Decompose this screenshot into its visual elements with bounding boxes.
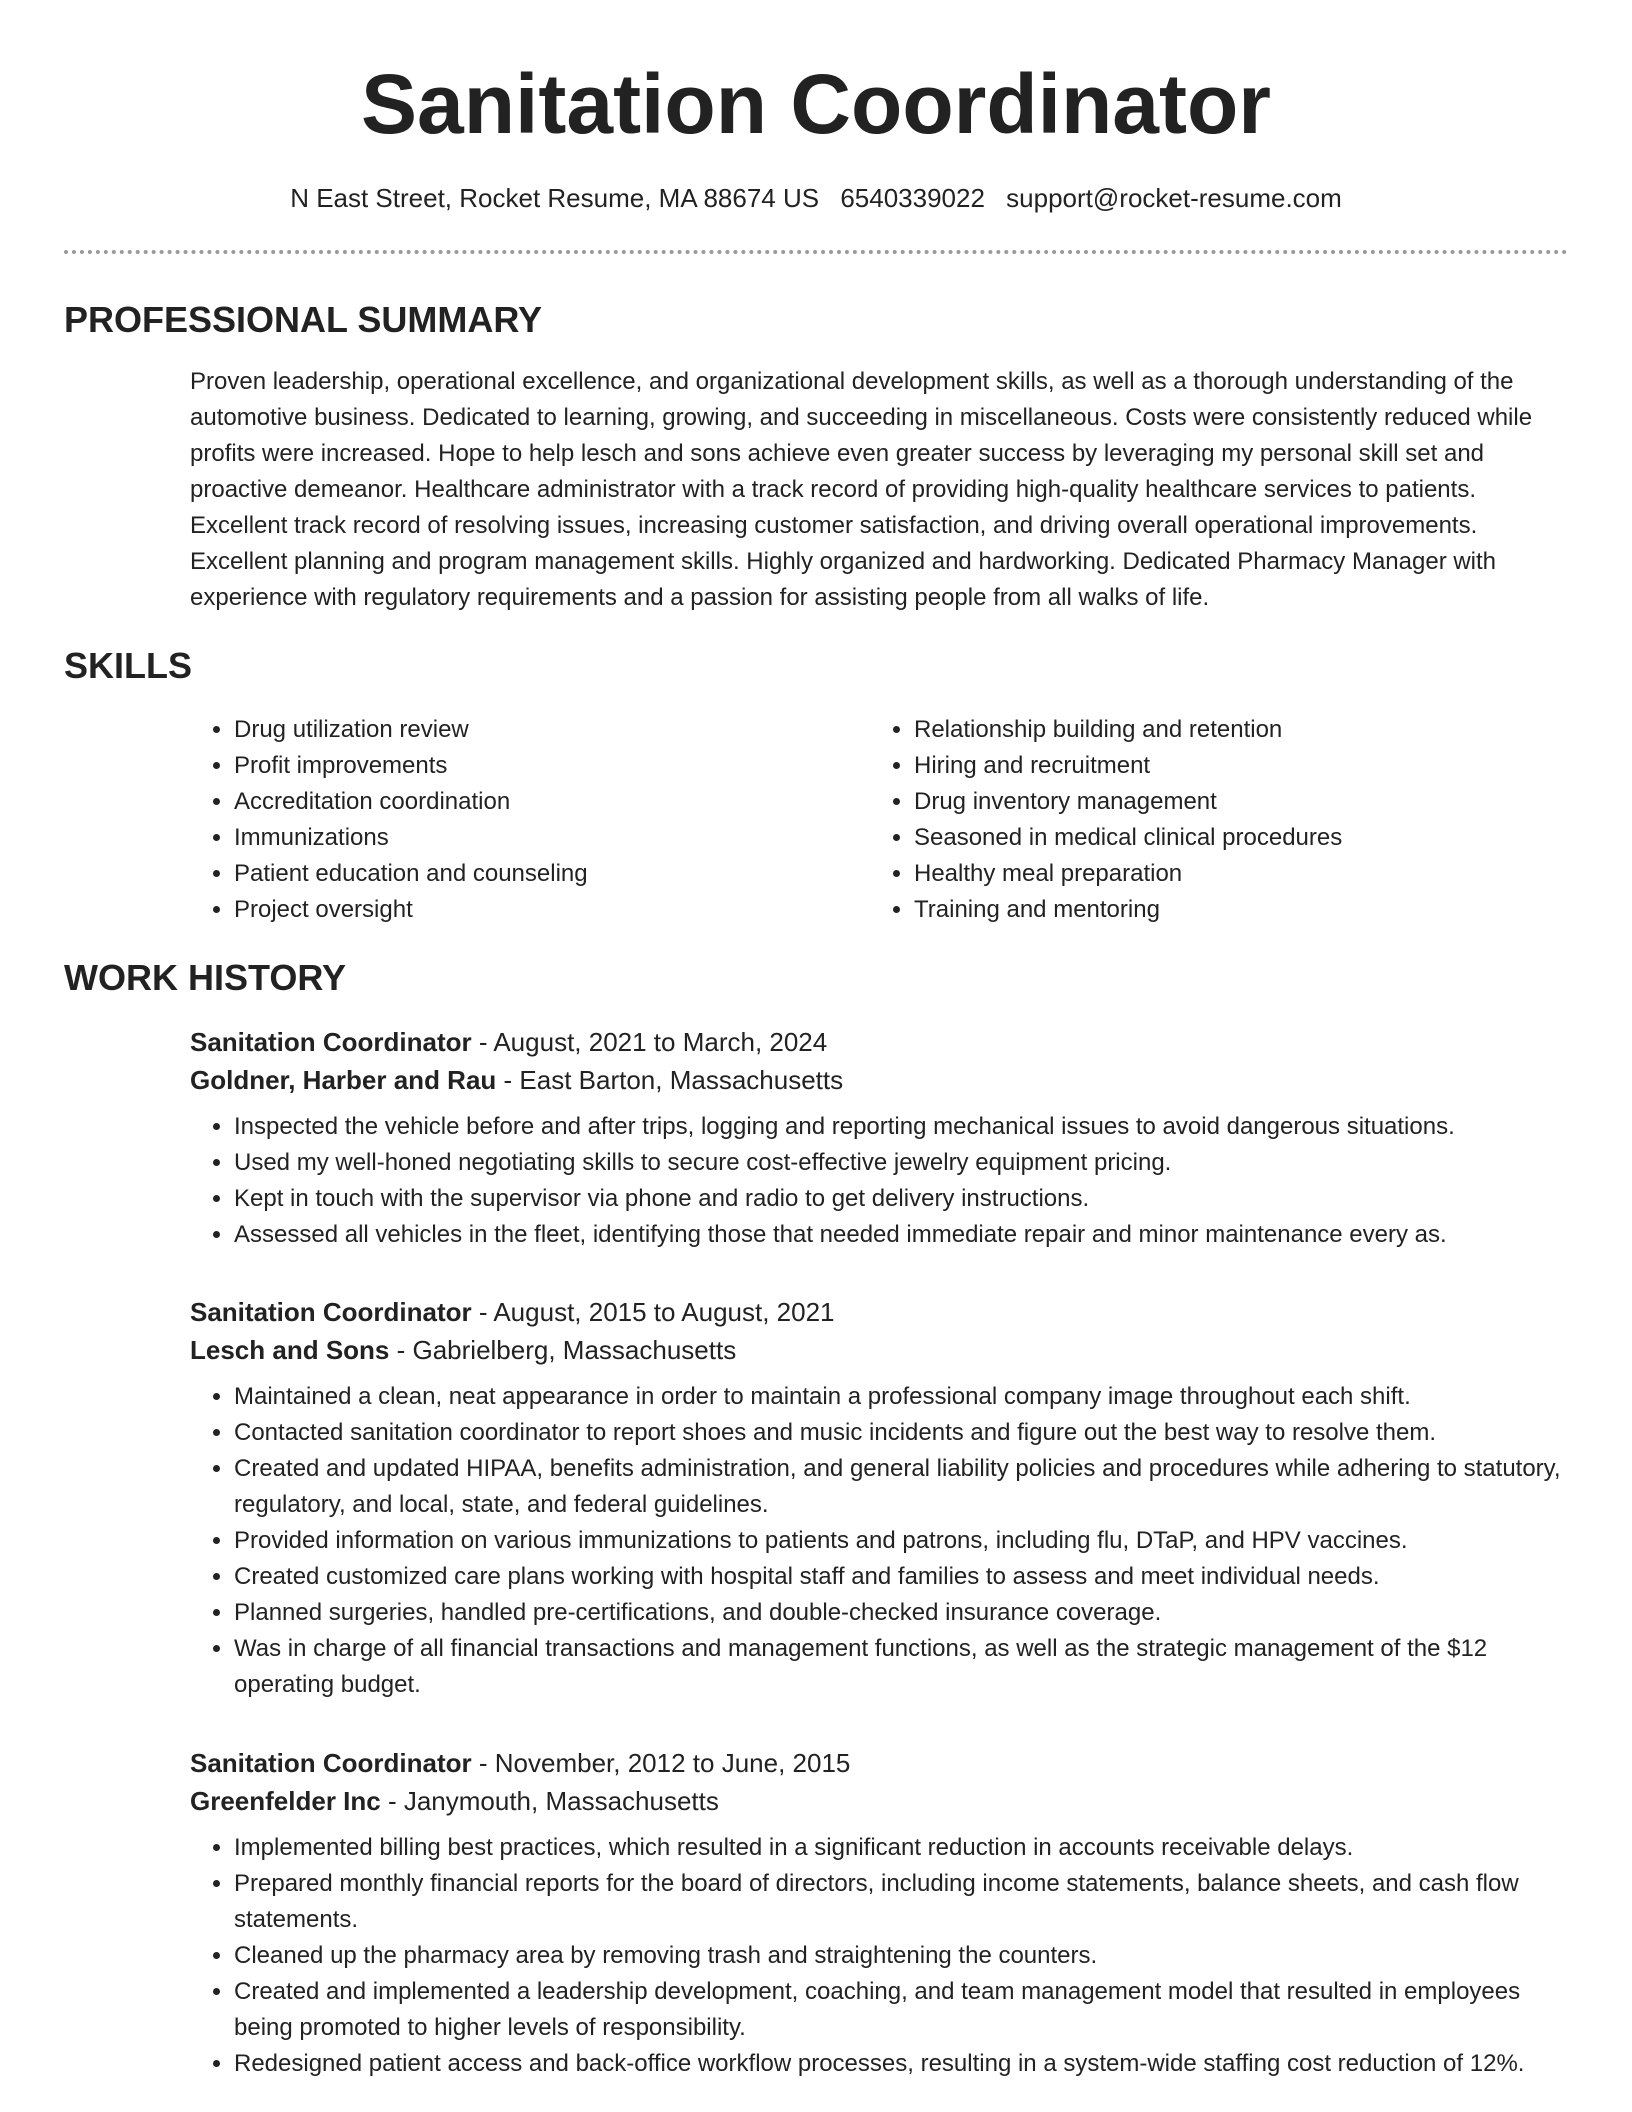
job-bullet: • Cleaned up the pharmacy area by removing trash and straightening the counters. (234, 1938, 1570, 1974)
job-location: - East Barton, Massachusetts (496, 1065, 844, 1095)
job-bullet: • Maintained a clean, neat appearance in order to maintain a professional company image throughout each shift. (234, 1379, 1570, 1415)
section-title-skills: SKILLS (64, 645, 193, 686)
job-bullet: • Created customized care plans working with hospital staff and families to assess and meet individual needs. (234, 1559, 1570, 1595)
job-company: Goldner, Harber and Rau (190, 1065, 497, 1095)
skill-item: • Project oversight (234, 892, 854, 928)
job-bullet: • Implemented billing best practices, which resulted in a significant reduction in accounts receivable delays. (234, 1830, 1570, 1866)
job-bullet: • Redesigned patient access and back-office workflow processes, resulting in a system-wide staffing cost reduction of 12%. (234, 2046, 1570, 2082)
job-title-line (190, 1023, 1570, 1061)
skill-item: • Hiring and recruitment (914, 748, 1614, 784)
skill-item: • Immunizations (234, 820, 854, 856)
header-divider (64, 250, 1568, 254)
job-location: - Janymouth, Massachusetts (380, 1786, 719, 1816)
job-entry (190, 1744, 1570, 2082)
job-title: Sanitation Coordinator (190, 1027, 472, 1057)
job-company: Greenfelder Inc (190, 1786, 381, 1816)
section-title-summary: PROFESSIONAL SUMMARY (64, 299, 543, 340)
job-bullet: • Planned surgeries, handled pre-certifications, and double-checked insurance coverage. (234, 1595, 1570, 1631)
contact-address: N East Street, Rocket Resume, MA 88674 US (290, 183, 820, 213)
job-bullet: • Kept in touch with the supervisor via phone and radio to get delivery instructions. (234, 1181, 1570, 1217)
job-title-line (190, 1293, 1570, 1331)
skill-item: • Relationship building and retention (914, 712, 1614, 748)
job-bullet: • Was in charge of all financial transactions and management functions, as well as the strategic management of the $12 operating budget. (234, 1631, 1570, 1703)
skills-column-right (870, 712, 1614, 928)
job-bullet: • Used my well-honed negotiating skills to secure cost-effective jewelry equipment pricing. (234, 1145, 1570, 1181)
skill-item: • Drug utilization review (234, 712, 854, 748)
job-company-line (190, 1061, 1570, 1099)
job-entry (190, 1293, 1570, 1703)
skill-item: • Healthy meal preparation (914, 856, 1614, 892)
job-bullets (190, 1109, 1570, 1253)
job-company: Lesch and Sons (190, 1335, 390, 1365)
contact-email: support@rocket-resume.com (1006, 183, 1342, 213)
section-title-work-history: WORK HISTORY (64, 957, 347, 998)
skill-item: • Training and mentoring (914, 892, 1614, 928)
job-bullets (190, 1379, 1570, 1703)
job-bullet: • Contacted sanitation coordinator to report shoes and music incidents and figure out the best way to resolve them. (234, 1415, 1570, 1451)
skill-item: • Drug inventory management (914, 784, 1614, 820)
job-bullet: • Assessed all vehicles in the fleet, identifying those that needed immediate repair and minor maintenance every as. (234, 1217, 1570, 1253)
summary-text: Proven leadership, operational excellence, and organizational development skills, as well as a thorough understanding of the automotive business. Dedicated to learning, growing, and succeeding in miscellaneous. Costs were consistently reduced while profits were increased. Hope to help lesch and sons achieve even greater success by leveraging my personal skill set and proactive demeanor. Healthcare administrator with a track record of providing high-quality healthcare services to patients. Excellent track record of resolving issues, increasing customer satisfaction, and driving overall operational improvements. Excellent planning and program management skills. Highly organized and hardworking. Dedicated Pharmacy Manager with experience with regulatory requirements and a passion for assisting people from all walks of life. (190, 368, 1533, 611)
job-bullet: • Created and updated HIPAA, benefits administration, and general liability policies and procedures while adhering to statutory, regulatory, and local, state, and federal guidelines. (234, 1451, 1570, 1523)
skill-item: • Seasoned in medical clinical procedures (914, 820, 1614, 856)
job-entry (190, 1023, 1570, 1253)
job-dates: - November, 2012 to June, 2015 (471, 1748, 851, 1778)
skill-item: • Profit improvements (234, 748, 854, 784)
job-company-line (190, 1782, 1570, 1820)
contact-phone: 6540339022 (840, 183, 985, 213)
job-bullet: • Inspected the vehicle before and after trips, logging and reporting mechanical issues to avoid dangerous situations. (234, 1109, 1570, 1145)
skills-column-left (190, 712, 854, 928)
job-dates: - August, 2015 to August, 2021 (471, 1297, 835, 1327)
job-company-line (190, 1331, 1570, 1369)
job-bullet: • Created and implemented a leadership development, coaching, and team management model that resulted in employees being promoted to higher levels of responsibility. (234, 1974, 1570, 2046)
job-title-line (190, 1744, 1570, 1782)
job-title: Sanitation Coordinator (190, 1297, 472, 1327)
skill-item: • Patient education and counseling (234, 856, 854, 892)
job-dates: - August, 2021 to March, 2024 (471, 1027, 828, 1057)
job-bullet: • Provided information on various immunizations to patients and patrons, including flu, DTaP, and HPV vaccines. (234, 1523, 1570, 1559)
job-title: Sanitation Coordinator (190, 1748, 472, 1778)
job-bullets (190, 1830, 1570, 2082)
job-bullet: • Prepared monthly financial reports for the board of directors, including income statements, balance sheets, and cash flow statements. (234, 1866, 1570, 1938)
skill-item: • Accreditation coordination (234, 784, 854, 820)
resume-name: Sanitation Coordinator (361, 57, 1271, 151)
contact-line (0, 180, 1632, 216)
job-location: - Gabrielberg, Massachusetts (389, 1335, 737, 1365)
